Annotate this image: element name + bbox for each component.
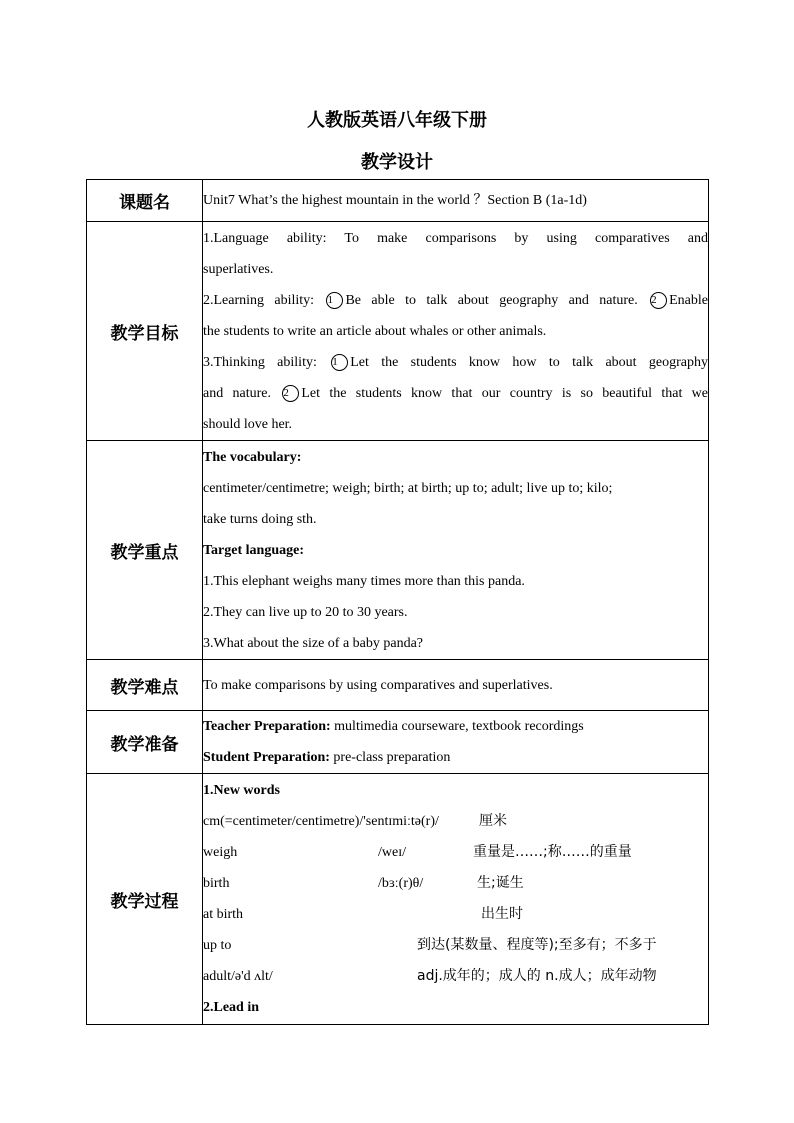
target-language-heading: Target language: <box>203 542 304 558</box>
student-preparation-label: Student Preparation: <box>203 750 330 765</box>
difficult-points-text: To make comparisons by using comparatives and superlatives. <box>203 677 553 693</box>
objective-line-1: 1.Language ability: To make comparisons by using comparatives and <box>203 230 708 246</box>
word-row <box>203 868 708 899</box>
label-key-points: 教学重点 <box>87 441 203 660</box>
word-meaning: 重量是……;称……的重量 <box>473 844 632 860</box>
lesson-plan-table <box>86 179 709 1025</box>
vocabulary-line-1: centimeter/centimetre; weigh; birth; at birth; up to; adult; live up to; kilo; <box>203 480 613 496</box>
label-preparation: 教学准备 <box>87 711 203 774</box>
label-process: 教学过程 <box>87 774 203 1025</box>
row-key-points <box>87 441 709 660</box>
objective-3-part-1: Let the students know how to talk about geography <box>350 354 708 370</box>
circled-number-icon: 1 <box>326 292 343 309</box>
label-difficult-points: 教学难点 <box>87 660 203 711</box>
target-sentence-2: 2.They can live up to 20 to 30 years. <box>203 604 408 620</box>
word-row <box>203 961 708 992</box>
lead-in-heading: 2.Lead in <box>203 1000 260 1015</box>
objective-line-7: should love her. <box>203 416 293 432</box>
row-process <box>87 774 709 1025</box>
topic-cell <box>203 180 709 222</box>
word-meaning: 厘米 <box>479 813 507 829</box>
document-subtitle: 教学设计 <box>361 152 433 173</box>
target-sentence-3: 3.What about the size of a baby panda? <box>203 635 424 651</box>
label-topic: 课题名 <box>87 180 203 222</box>
objective-line-3 <box>203 285 708 316</box>
document-title: 人教版英语八年级下册 <box>307 110 487 131</box>
teacher-preparation-text: multimedia courseware, textbook recordings <box>330 719 584 734</box>
teacher-preparation-label: Teacher Preparation: <box>203 719 331 734</box>
row-topic <box>87 180 709 222</box>
row-objectives <box>87 222 709 441</box>
topic-text: Unit7 What’s the highest mountain in the world ？Section B (1a-1d) <box>203 193 587 208</box>
objective-3-part-1-end: and nature. <box>203 385 281 401</box>
vocabulary-heading: The vocabulary: <box>203 449 302 465</box>
target-sentence-1: 1.This elephant weighs many times more than this panda. <box>203 573 525 589</box>
objective-line-6 <box>203 378 708 409</box>
word-phonetic: /weɪ/ <box>378 845 406 860</box>
objective-line-5 <box>203 347 708 378</box>
objective-3-part-2: Let the students know that our country is so beautiful that we <box>301 385 708 401</box>
objective-2-lead: 2.Learning ability: <box>203 292 325 308</box>
word-meaning: 出生时 <box>481 906 523 922</box>
word-meaning: 到达(某数量、程度等);至多有；不多于 <box>417 937 657 953</box>
word-term: up to <box>203 938 232 953</box>
teacher-preparation <box>203 711 708 742</box>
word-row <box>203 837 708 868</box>
vocabulary-line-2: take turns doing sth. <box>203 511 317 527</box>
circled-number-icon: 2 <box>282 385 299 402</box>
student-preparation-text: pre-class preparation <box>329 750 451 765</box>
student-preparation <box>203 742 708 773</box>
process-cell <box>203 774 709 1025</box>
word-term: adult/ə'd ʌlt/ <box>203 969 273 984</box>
label-objectives: 教学目标 <box>87 222 203 441</box>
word-phonetic: /bɜː(r)θ/ <box>378 876 424 891</box>
circled-number-icon: 1 <box>331 354 348 371</box>
objective-line-4: the students to write an article about whales or other animals. <box>203 323 547 339</box>
new-words-heading: 1.New words <box>203 783 280 798</box>
key-points-cell <box>203 441 709 660</box>
preparation-cell <box>203 711 709 774</box>
word-meaning: 生;诞生 <box>477 875 524 891</box>
word-row <box>203 899 708 930</box>
objective-2-part-2: Enable <box>669 292 708 308</box>
word-row <box>203 806 708 837</box>
word-term: at birth <box>203 907 244 922</box>
row-difficult-points <box>87 660 709 711</box>
circled-number-icon: 2 <box>650 292 667 309</box>
objectives-cell <box>203 222 709 441</box>
objective-3-lead: 3.Thinking ability: <box>203 354 330 370</box>
objective-2-part-1: Be able to talk about geography and nature. <box>345 292 649 308</box>
difficult-points-cell <box>203 660 709 711</box>
word-term: birth <box>203 876 230 891</box>
word-term: cm(=centimeter/centimetre)/'sentɪmiːtə(r)/ <box>203 814 439 829</box>
word-term: weigh <box>203 845 238 860</box>
word-meaning: adj.成年的；成人的 n.成人；成年动物 <box>417 968 657 984</box>
objective-line-2: superlatives. <box>203 261 274 277</box>
word-row <box>203 930 708 961</box>
row-preparation <box>87 711 709 774</box>
